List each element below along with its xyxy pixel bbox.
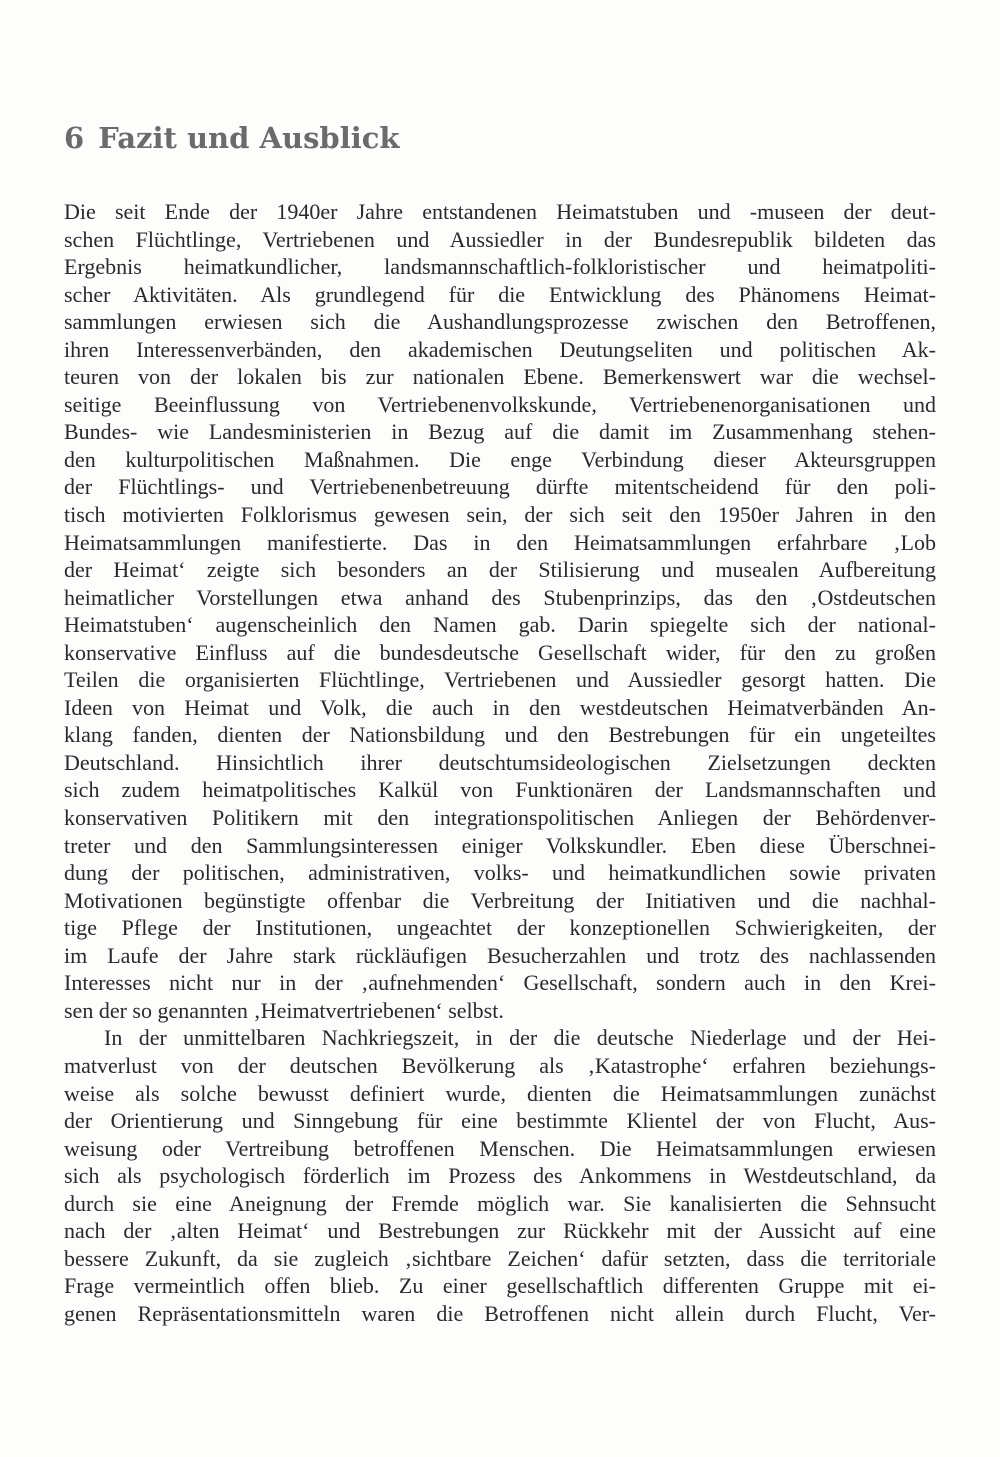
chapter-number: 6	[64, 121, 85, 155]
text-line: Motivationen begünstigte offenbar die Verbreitung der Initiativen und die nachhal-	[64, 887, 936, 913]
text-line: tisch motivierten Folklorismus gewesen sein, der sich seit den 1950er Jahren in den	[64, 502, 936, 528]
text-line: heimatlicher Vorstellungen etwa anhand des Stubenprinzips, das den ‚Ostdeutschen	[64, 584, 936, 610]
text-line: Frage vermeintlich offen blieb. Zu einer gesellschaftlich differenten Gruppe mit ei-	[64, 1273, 936, 1299]
text-line: ihren Interessenverbänden, den akademischen Deutungseliten und politischen Ak-	[64, 336, 936, 362]
paragraph-1	[64, 198, 936, 1024]
paragraph-2	[64, 1024, 936, 1327]
text-line: Teilen die organisierten Flüchtlinge, Vertriebenen und Aussiedler gesorgt hatten. Die	[64, 667, 936, 693]
text-line: weise als solche bewusst definiert wurde, dienten die Heimatsammlungen zunächst	[64, 1080, 936, 1106]
chapter-title: Fazit und Ausblick	[98, 121, 400, 155]
chapter-heading	[64, 118, 399, 158]
text-line: schen Flüchtlinge, Vertriebenen und Aussiedler in der Bundesrepublik bildeten das	[64, 226, 936, 252]
text-line: Heimatstuben‘ augenscheinlich den Namen gab. Darin spiegelte sich der national-	[64, 612, 936, 638]
text-line: Heimatsammlungen manifestierte. Das in den Heimatsammlungen erfahrbare ‚Lob	[64, 529, 936, 555]
text-line: sen der so genannten ‚Heimatvertriebenen‘ selbst.	[64, 997, 504, 1023]
text-line: tige Pflege der Institutionen, ungeachtet der konzeptionellen Schwierigkeiten, der	[64, 915, 936, 941]
text-line: sich zudem heimatpolitisches Kalkül von Funktionären der Landsmannschaften und	[64, 777, 936, 803]
text-line: der Orientierung und Sinngebung für eine bestimmte Klientel der von Flucht, Aus-	[64, 1108, 936, 1134]
text-line: durch sie eine Aneignung der Fremde möglich war. Sie kanalisierten die Sehnsucht	[64, 1190, 936, 1216]
text-line: scher Aktivitäten. Als grundlegend für die Entwicklung des Phänomens Heimat-	[64, 281, 936, 307]
text-line: Ergebnis heimatkundlicher, landsmannschaftlich-folkloristischer und heimatpoliti-	[64, 254, 936, 280]
text-line: bessere Zukunft, da sie zugleich ‚sichtbare Zeichen‘ dafür setzten, dass die territoriale	[64, 1245, 936, 1271]
text-line: Die seit Ende der 1940er Jahre entstandenen Heimatstuben und -museen der deut-	[64, 199, 936, 224]
text-line: seitige Beeinflussung von Vertriebenenvolkskunde, Vertriebenenorganisationen und	[64, 391, 936, 417]
text-line: konservativen Politikern mit den integrationspolitischen Anliegen der Behördenver-	[64, 805, 936, 831]
text-line: weisung oder Vertreibung betroffenen Menschen. Die Heimatsammlungen erwiesen	[64, 1135, 936, 1161]
text-line: teuren von der lokalen bis zur nationalen Ebene. Bemerkenswert war die wechsel-	[64, 364, 936, 390]
text-line: treter und den Sammlungsinteressen einiger Volkskundler. Eben diese Überschnei-	[64, 832, 936, 858]
text-line: Bundes- wie Landesministerien in Bezug auf die damit im Zusammenhang stehen-	[64, 419, 936, 445]
text-line: der Flüchtlings- und Vertriebenenbetreuung dürfte mitentscheidend für den poli-	[64, 474, 936, 500]
text-line: nach der ‚alten Heimat‘ und Bestrebungen zur Rückkehr mit der Aussicht auf eine	[64, 1218, 936, 1244]
text-line: konservative Einfluss auf die bundesdeutsche Gesellschaft wider, für den zu großen	[64, 639, 936, 665]
text-line: In der unmittelbaren Nachkriegszeit, in der die deutsche Niederlage und der Hei-	[104, 1025, 936, 1051]
text-line: Interesses nicht nur in der ‚aufnehmenden‘ Gesellschaft, sondern auch in den Krei-	[64, 970, 936, 996]
text-line: im Laufe der Jahre stark rückläufigen Besucherzahlen und trotz des nachlassenden	[64, 942, 936, 968]
text-line: Deutschland. Hinsichtlich ihrer deutschtumsideologischen Zielsetzungen deckten	[64, 749, 936, 775]
text-line: matverlust von der deutschen Bevölkerung als ‚Katastrophe‘ erfahren beziehungs-	[64, 1052, 936, 1078]
text-line: klang fanden, dienten der Nationsbildung und den Bestrebungen für ein ungeteiltes	[64, 722, 936, 748]
text-line: sammlungen erwiesen sich die Aushandlungsprozesse zwischen den Betroffenen,	[64, 309, 936, 335]
text-line: genen Repräsentationsmitteln waren die Betroffenen nicht allein durch Flucht, Ver-	[64, 1300, 936, 1326]
text-line: den kulturpolitischen Maßnahmen. Die enge Verbindung dieser Akteursgruppen	[64, 446, 936, 472]
text-line: Ideen von Heimat und Volk, die auch in den westdeutschen Heimatverbänden An-	[64, 694, 936, 720]
text-line: sich als psychologisch förderlich im Prozess des Ankommens in Westdeutschland, da	[64, 1163, 936, 1189]
body-text	[64, 198, 936, 1398]
text-line: der Heimat‘ zeigte sich besonders an der Stilisierung und musealen Aufbereitung	[64, 557, 936, 583]
text-line: dung der politischen, administrativen, volks- und heimatkundlichen sowie privaten	[64, 860, 936, 886]
